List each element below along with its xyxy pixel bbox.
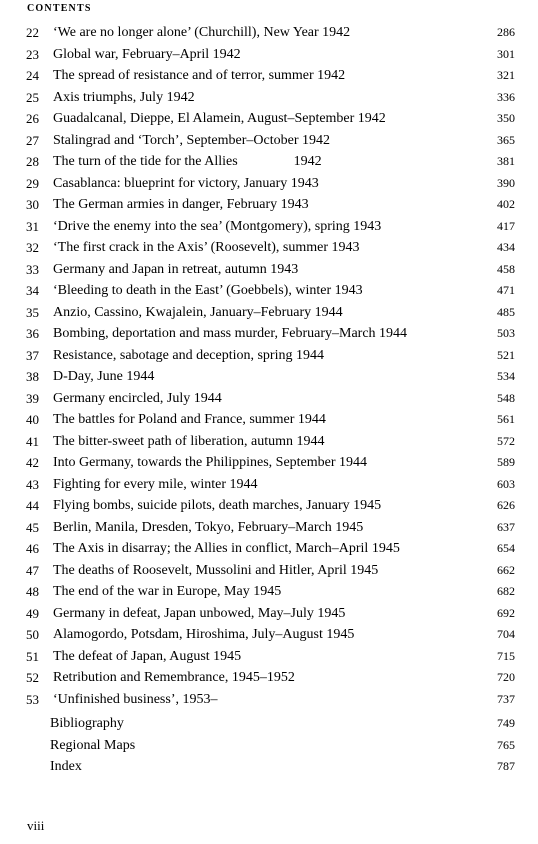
chapter-number: 40 <box>26 412 39 427</box>
chapter-number: 26 <box>26 111 39 126</box>
entry-title: Global war, February–April 1942 <box>53 46 241 62</box>
entry-title: The defeat of Japan, August 1945 <box>53 648 242 664</box>
page-number: viii <box>27 818 45 833</box>
entry-page-number: 390 <box>497 175 515 190</box>
entry-title: Stalingrad and ‘Torch’, September–October 1942 <box>53 132 330 148</box>
entry-page-number: 521 <box>497 347 515 362</box>
entry-page-number: 534 <box>497 369 515 383</box>
chapter-number: 53 <box>26 691 39 707</box>
chapter-number: 29 <box>26 175 39 191</box>
toc-entry <box>0 624 538 646</box>
entry-page-number: 286 <box>497 25 515 39</box>
entry-page-number: 662 <box>497 562 515 577</box>
chapter-number: 47 <box>26 562 39 578</box>
toc-entry <box>0 452 538 474</box>
entry-title: ‘Bleeding to death in the East’ (Goebbels), winter 1943 <box>53 283 363 298</box>
chapter-number: 24 <box>26 68 39 83</box>
entry-title: Anzio, Cassino, Kwajalein, January–February 1944 <box>53 304 343 320</box>
table-of-contents <box>0 22 538 778</box>
chapter-number: 44 <box>26 498 39 513</box>
chapter-number: 30 <box>26 197 39 212</box>
chapter-number: 43 <box>26 476 39 492</box>
entry-title: The bitter-sweet path of liberation, autumn 1944 <box>53 433 325 449</box>
entry-page-number: 704 <box>497 627 515 641</box>
chapter-number: 51 <box>26 648 39 664</box>
toc-entry <box>0 474 538 496</box>
toc-entry <box>0 538 538 560</box>
entry-title: The turn of the tide for the Allies 1942 <box>53 154 322 169</box>
entry-title: Retribution and Remembrance, 1945–1952 <box>53 670 295 685</box>
toc-entry <box>0 259 538 281</box>
back-matter-entry <box>0 713 538 735</box>
entry-page-number: 737 <box>497 691 515 706</box>
toc-entry <box>0 108 538 130</box>
entry-title: The battles for Poland and France, summer 1944 <box>53 412 326 427</box>
entry-page-number: 572 <box>497 433 515 448</box>
chapter-number: 22 <box>26 25 39 40</box>
toc-entry <box>0 646 538 668</box>
chapter-number: 39 <box>26 390 39 406</box>
entry-title: Casablanca: blueprint for victory, January 1943 <box>53 175 319 191</box>
entry-title: Fighting for every mile, winter 1944 <box>53 476 258 492</box>
chapter-number: 32 <box>26 240 39 255</box>
chapter-number: 49 <box>26 605 39 621</box>
entry-page-number: 626 <box>497 498 515 512</box>
entry-title: Bombing, deportation and mass murder, February–March 1944 <box>53 326 408 341</box>
chapter-number: 36 <box>26 326 39 341</box>
toc-entry <box>0 689 538 711</box>
entry-page-number: 682 <box>497 584 515 598</box>
toc-entry <box>0 237 538 259</box>
entry-page-number: 654 <box>497 541 515 555</box>
toc-entry <box>0 302 538 324</box>
entry-title: Germany in defeat, Japan unbowed, May–July 1945 <box>53 605 346 621</box>
toc-entry <box>0 130 538 152</box>
entry-title: D-Day, June 1944 <box>53 369 155 384</box>
chapter-list <box>0 22 538 710</box>
chapter-number: 27 <box>26 132 39 148</box>
toc-entry <box>0 22 538 44</box>
entry-title: Germany and Japan in retreat, autumn 1943 <box>53 261 299 277</box>
toc-entry <box>0 194 538 216</box>
entry-page-number: 301 <box>497 46 515 61</box>
chapter-number: 38 <box>26 369 39 384</box>
chapter-number: 48 <box>26 584 39 599</box>
entry-title: Into Germany, towards the Philippines, September 1944 <box>53 455 368 470</box>
entry-title: Regional Maps <box>50 737 136 753</box>
entry-title: ‘Unfinished business’, 1953– <box>53 691 218 707</box>
entry-title: Berlin, Manila, Dresden, Tokyo, February–March 1945 <box>53 519 364 535</box>
chapter-number: 34 <box>26 283 39 298</box>
toc-entry <box>0 495 538 517</box>
entry-title: The deaths of Roosevelt, Mussolini and Hitler, April 1945 <box>53 562 379 578</box>
chapter-number: 35 <box>26 304 39 320</box>
entry-title: Index <box>50 759 82 774</box>
toc-entry <box>0 323 538 345</box>
running-header: CONTENTS <box>27 3 92 14</box>
toc-entry <box>0 431 538 453</box>
entry-page-number: 336 <box>497 89 515 104</box>
entry-title: The Axis in disarray; the Allies in conflict, March–April 1945 <box>53 541 400 556</box>
entry-page-number: 720 <box>497 670 515 684</box>
chapter-number: 37 <box>26 347 39 363</box>
toc-entry <box>0 667 538 689</box>
chapter-number: 41 <box>26 433 39 449</box>
entry-title: Germany encircled, July 1944 <box>53 390 222 406</box>
toc-entry <box>0 280 538 302</box>
toc-entry <box>0 87 538 109</box>
entry-title: Resistance, sabotage and deception, spring 1944 <box>53 347 324 363</box>
toc-entry <box>0 581 538 603</box>
entry-page-number: 637 <box>497 519 515 534</box>
back-matter-entry <box>0 735 538 757</box>
toc-entry <box>0 44 538 66</box>
entry-page-number: 715 <box>497 648 515 663</box>
toc-entry <box>0 409 538 431</box>
entry-title: ‘Drive the enemy into the sea’ (Montgomery), spring 1943 <box>53 218 382 234</box>
entry-page-number: 350 <box>497 111 515 125</box>
chapter-number: 31 <box>26 218 39 234</box>
entry-page-number: 561 <box>497 412 515 426</box>
entry-title: Guadalcanal, Dieppe, El Alamein, August–September 1942 <box>53 111 386 126</box>
entry-title: Axis triumphs, July 1942 <box>53 89 195 105</box>
toc-entry <box>0 366 538 388</box>
chapter-number: 46 <box>26 541 39 556</box>
toc-entry <box>0 151 538 173</box>
chapter-number: 52 <box>26 670 39 685</box>
toc-entry <box>0 345 538 367</box>
entry-title: The spread of resistance and of terror, summer 1942 <box>53 68 346 83</box>
chapter-number: 23 <box>26 46 39 62</box>
entry-page-number: 381 <box>497 154 515 168</box>
entry-title: ‘The first crack in the Axis’ (Roosevelt), summer 1943 <box>53 240 360 255</box>
entry-title: The end of the war in Europe, May 1945 <box>53 584 282 599</box>
chapter-number: 42 <box>26 455 39 470</box>
entry-page-number: 434 <box>497 240 515 254</box>
chapter-number: 50 <box>26 627 39 642</box>
toc-entry <box>0 65 538 87</box>
entry-page-number: 589 <box>497 455 515 469</box>
chapter-number: 33 <box>26 261 39 277</box>
entry-title: Flying bombs, suicide pilots, death marches, January 1945 <box>53 498 382 513</box>
entry-page-number: 402 <box>497 197 515 211</box>
entry-page-number: 471 <box>497 283 515 297</box>
chapter-number: 28 <box>26 154 39 169</box>
entry-page-number: 548 <box>497 390 515 405</box>
toc-entry <box>0 603 538 625</box>
chapter-number: 45 <box>26 519 39 535</box>
entry-page-number: 765 <box>497 737 515 752</box>
toc-entry <box>0 517 538 539</box>
toc-entry <box>0 388 538 410</box>
toc-entry <box>0 216 538 238</box>
entry-page-number: 787 <box>497 759 515 773</box>
entry-title: Bibliography <box>50 716 124 731</box>
chapter-number: 25 <box>26 89 39 105</box>
back-matter-entry <box>0 756 538 778</box>
toc-entry <box>0 560 538 582</box>
entry-title: ‘We are no longer alone’ (Churchill), New Year 1942 <box>53 25 351 40</box>
entry-page-number: 485 <box>497 304 515 319</box>
entry-page-number: 503 <box>497 326 515 340</box>
toc-entry <box>0 173 538 195</box>
entry-page-number: 749 <box>497 716 515 730</box>
back-matter-list <box>0 713 538 778</box>
entry-title: The German armies in danger, February 1943 <box>53 197 309 212</box>
entry-page-number: 603 <box>497 476 515 491</box>
entry-page-number: 365 <box>497 132 515 147</box>
entry-title: Alamogordo, Potsdam, Hiroshima, July–August 1945 <box>53 627 355 642</box>
entry-page-number: 321 <box>497 68 515 82</box>
entry-page-number: 458 <box>497 261 515 276</box>
entry-page-number: 417 <box>497 218 515 233</box>
entry-page-number: 692 <box>497 605 515 620</box>
